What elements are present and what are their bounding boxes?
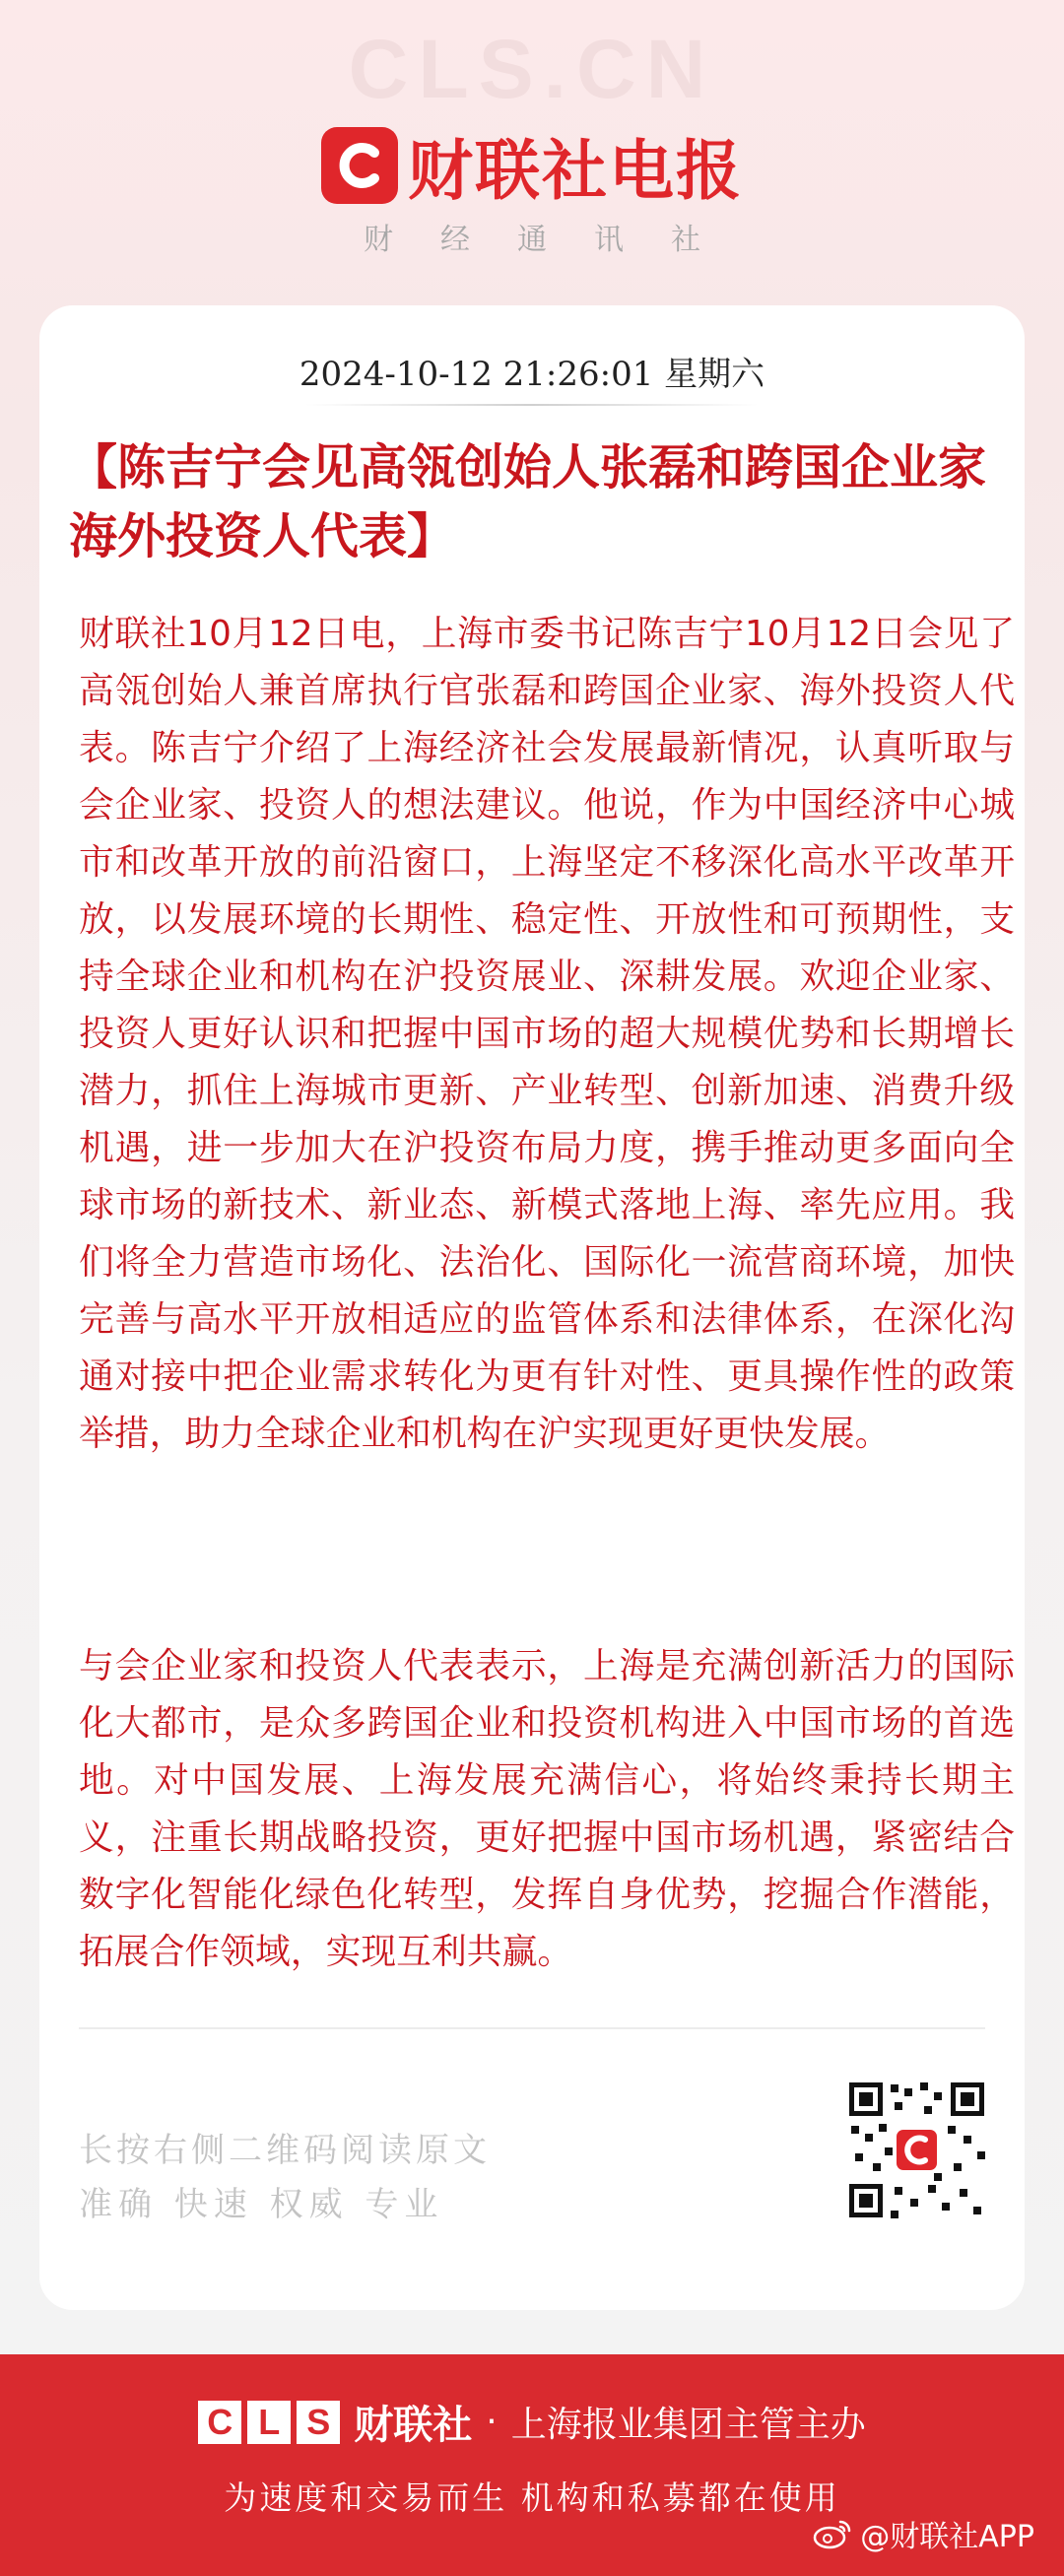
qr-instruction: 长按右侧二维码阅读原文 (79, 2131, 491, 2170)
banner-brand-row (0, 2394, 1064, 2450)
article-headline: 【陈吉宁会见高瓴创始人张磊和跨国企业家海外投资人代表】 (69, 439, 987, 564)
timestamp-divider (305, 404, 759, 406)
logo (0, 118, 1064, 212)
article-timestamp: 2024-10-12 21:26:01 星期六 (299, 355, 765, 394)
logo-subtitle: 财经通讯社 (364, 223, 748, 257)
weibo-icon (813, 2518, 852, 2549)
watermark: CLS.CN (348, 23, 716, 115)
banner-organization: 上海报业集团主管主办 (510, 2405, 866, 2445)
banner-tagline: 为速度和交易而生 机构和私募都在使用 (224, 2478, 840, 2517)
content-divider (79, 2027, 985, 2029)
logo-text: 财联社电报 (408, 133, 743, 209)
article-paragraph-1: 财联社10月12日电，上海市委书记陈吉宁10月12日会见了高瓴创始人兼首席执行官张磊和跨国企业家、海外投资人代表。陈吉宁介绍了上海经济社会发展最新情况，认真听取与会企业家、投资人的想法建议。他说，作为中国经济中心城市和改革开放的前沿窗口，上海坚定不移深化高水平改革开放，以发展环境的长期性、稳定性、开放性和可预期性，支持全球企业和机构在沪投资展业、深耕发展。欢迎企业家、投资人更好认识和把握中国市场的超大规模优势和长期增长潜力，抓住上海城市更新、产业转型、创新加速、消费升级机遇，进一步加大在沪投资布局力度，携手推动更多面向全球市场的新技术、新业态、新模式落地上海、率先应用。我们将全力营造市场化、法治化、国际化一流营商环境，加快完善与高水平开放相适应的监管体系和法律体系，在深化沟通对接中把企业需求转化为更有针对性、更具操作性的政策举措，助力全球企业和机构在沪实现更好更快发展。 (79, 614, 1015, 1454)
cls-letter-c: C (198, 2401, 241, 2444)
banner-separator: · (486, 2402, 498, 2442)
weibo-watermark (813, 2512, 1034, 2555)
weibo-handle: @财联社APP (860, 2520, 1034, 2554)
cls-logo-icon (321, 127, 398, 204)
cls-letter-l: L (247, 2401, 291, 2444)
c-letter-icon (331, 137, 388, 194)
qr-code-icon[interactable] (845, 2079, 988, 2221)
article-paragraph-2: 与会企业家和投资人代表表示，上海是充满创新活力的国际化大都市，是众多跨国企业和投资机构进入中国市场的首选地。对中国发展、上海发展充满信心，将始终秉持长期主义，注重长期战略投资，更好把握中国市场机遇，紧密结合数字化智能化绿色化转型，发挥自身优势，挖掘合作潜能，拓展合作领域，实现互利共赢。 (79, 1646, 1015, 1972)
article-card (39, 305, 1025, 2310)
slogan: 准确 快速 权威 专业 (79, 2185, 444, 2224)
cls-letter-s: S (297, 2401, 340, 2444)
cls-logo (198, 2401, 340, 2444)
banner-brand: 财联社 (354, 2403, 473, 2448)
